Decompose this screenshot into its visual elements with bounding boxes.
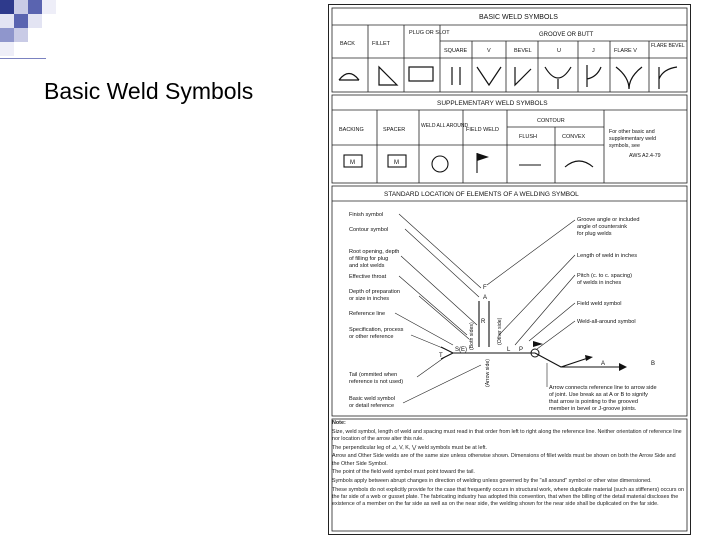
basic-weld-header: BASIC WELD SYMBOLS xyxy=(479,14,558,21)
label-a: A xyxy=(483,295,488,301)
label-marker-b: B xyxy=(651,361,656,367)
supp-col-flush: FLUSH xyxy=(519,134,538,140)
spacer-m-label: M xyxy=(394,160,399,166)
supp-col-backing: BACKING xyxy=(339,127,364,133)
decor-square xyxy=(0,42,14,56)
note-paragraph: Arrow and Other Side welds are of the same size unless otherwise shown. Dimensions of fillet welds must be shown on both the Arrow Side and the Other Side Symbol. xyxy=(332,453,676,467)
weld-all-around-symbol xyxy=(432,156,448,172)
right-label: member in bevel or J-groove joints. xyxy=(549,406,637,412)
left-label: of filling for plug xyxy=(349,256,389,262)
right-label: Weld-all-around symbol xyxy=(577,319,636,325)
flare-bevel-symbol xyxy=(659,67,677,89)
j-groove-symbol xyxy=(587,65,601,87)
right-label: Field weld symbol xyxy=(577,301,622,307)
note-paragraph: Size, weld symbol, length of weld and spacing must read in that order from left to right along the reference line. Neither orientation of reference line nor location of the arrow alter this rule. xyxy=(332,428,682,442)
supp-note-line: symbols, see xyxy=(609,143,640,149)
left-label: Effective throat xyxy=(349,274,387,280)
label-l: L xyxy=(507,347,511,353)
right-label: Pitch (c. to c. spacing) xyxy=(577,273,633,279)
arrowhead-a xyxy=(585,355,593,361)
label-s: S(E) xyxy=(455,347,467,353)
slide-title: Basic Weld Symbols xyxy=(44,78,254,104)
bevel-groove-symbol xyxy=(515,67,531,85)
label-marker-a: A xyxy=(601,361,606,367)
right-label: Arrow connects reference line to arrow side xyxy=(549,385,657,391)
label-t: T xyxy=(439,353,443,359)
contour-header: CONTOUR xyxy=(537,118,565,124)
col-square: SQUARE xyxy=(444,48,468,54)
plug-slot-symbol xyxy=(409,67,433,81)
field-flag-diagram xyxy=(533,341,543,347)
decor-square xyxy=(14,14,28,28)
field-weld-flag xyxy=(477,153,489,161)
left-label: Root opening, depth xyxy=(349,249,400,255)
left-label: Specification, process xyxy=(349,327,404,333)
groove-header: GROOVE OR BUTT xyxy=(539,32,594,38)
decor-square xyxy=(28,14,42,28)
left-label: Depth of preparation xyxy=(349,289,400,295)
right-label: Length of weld in inches xyxy=(577,253,638,259)
right-label: angle of countersink xyxy=(577,224,628,230)
left-label: and slot welds xyxy=(349,263,385,269)
v-groove-symbol xyxy=(477,67,501,85)
square-groove-symbol xyxy=(452,67,460,85)
right-label: of joint. Use break as at A or B to signify xyxy=(549,392,648,398)
left-label: reference is not used) xyxy=(349,379,404,385)
left-label: Reference line xyxy=(349,311,386,317)
fillet-symbol xyxy=(379,67,397,85)
col-flare-bevel: FLARE BEVEL xyxy=(651,43,685,49)
supp-note-line: For other basic and xyxy=(609,129,655,135)
decor-square xyxy=(14,0,28,14)
decor-square xyxy=(42,0,56,14)
supp-col-convex: CONVEX xyxy=(562,134,586,140)
arrowhead-b xyxy=(619,363,627,371)
note-title: Note: xyxy=(332,420,346,426)
label-arrow-side: (Arrow side) xyxy=(485,359,491,387)
welding-symbol-diagram xyxy=(441,301,621,367)
u-groove-symbol xyxy=(545,67,571,89)
supplementary-header: SUPPLEMENTARY WELD SYMBOLS xyxy=(437,100,548,107)
back-weld-symbol xyxy=(339,74,359,81)
col-v: V xyxy=(487,48,491,54)
left-label: Finish symbol xyxy=(349,212,384,218)
decor-rule xyxy=(0,58,46,59)
label-f: F xyxy=(483,285,487,291)
left-label: or size in inches xyxy=(349,296,390,302)
supp-note-line: AWS A2.4-79 xyxy=(629,153,661,159)
backing-m-label: M xyxy=(350,160,355,166)
decor-square xyxy=(28,0,42,14)
decor-square xyxy=(0,28,14,42)
notes-section xyxy=(332,420,684,510)
col-plug-slot: PLUG OR SLOT xyxy=(409,30,450,36)
supp-col-weld-all-around: WELD ALL AROUND xyxy=(421,123,469,129)
decor-square xyxy=(14,28,28,42)
left-label: or detail reference xyxy=(349,403,395,409)
right-label: of welds in inches xyxy=(577,280,622,286)
convex-symbol xyxy=(565,161,593,167)
col-bevel: BEVEL xyxy=(514,48,532,54)
decor-square xyxy=(0,0,14,14)
label-r: R xyxy=(481,319,486,325)
left-label: or other reference xyxy=(349,334,394,340)
supp-col-spacer: SPACER xyxy=(383,127,406,133)
left-label: Tail (ommited when xyxy=(349,372,398,378)
supp-note-line: supplementary weld xyxy=(609,136,657,142)
note-paragraph: The point of the field weld symbol must point toward the tail. xyxy=(332,469,475,476)
note-paragraph: The perpendicular leg of ⊿, V, K, ⋁ weld symbols must be at left. xyxy=(332,444,487,451)
right-label: for plug welds xyxy=(577,231,612,237)
location-header: STANDARD LOCATION OF ELEMENTS OF A WELDING SYMBOL xyxy=(384,191,579,198)
label-other-side: (Other side) xyxy=(497,317,503,345)
note-paragraph: These symbols do not explicitly provide for the case that frequently occurs in structural work, where duplicate material (such as stiffeners) occurs on the far side of a web or gusset plate. The fabricating industry has adopted this convention, that when the billing of the detail material discloses the existence of a member on the far side as well as on the near side, the welding shown for the near side shall be duplicated on the far side. xyxy=(332,486,684,508)
col-back: BACK xyxy=(340,41,355,47)
col-u: U xyxy=(557,48,561,54)
label-p: P xyxy=(519,347,524,353)
col-fillet: FILLET xyxy=(372,41,391,47)
right-label: Groove angle or included xyxy=(577,217,640,223)
decor-square xyxy=(0,14,14,28)
note-paragraph: Symbols apply between abrupt changes in direction of welding unless governed by the "all around" symbol or other wise dimensioned. xyxy=(332,477,652,484)
left-label: Basic weld symbol xyxy=(349,396,396,402)
col-j: J xyxy=(592,48,595,54)
left-label: Contour symbol xyxy=(349,227,389,233)
right-label: that arrow is pointing to the grooved xyxy=(549,399,638,405)
flare-v-symbol xyxy=(616,67,642,89)
col-flare-v: FLARE V xyxy=(614,48,637,54)
supp-col-field-weld: FIELD WELD xyxy=(466,127,500,133)
label-both-sides: (Both sides) xyxy=(469,322,475,350)
